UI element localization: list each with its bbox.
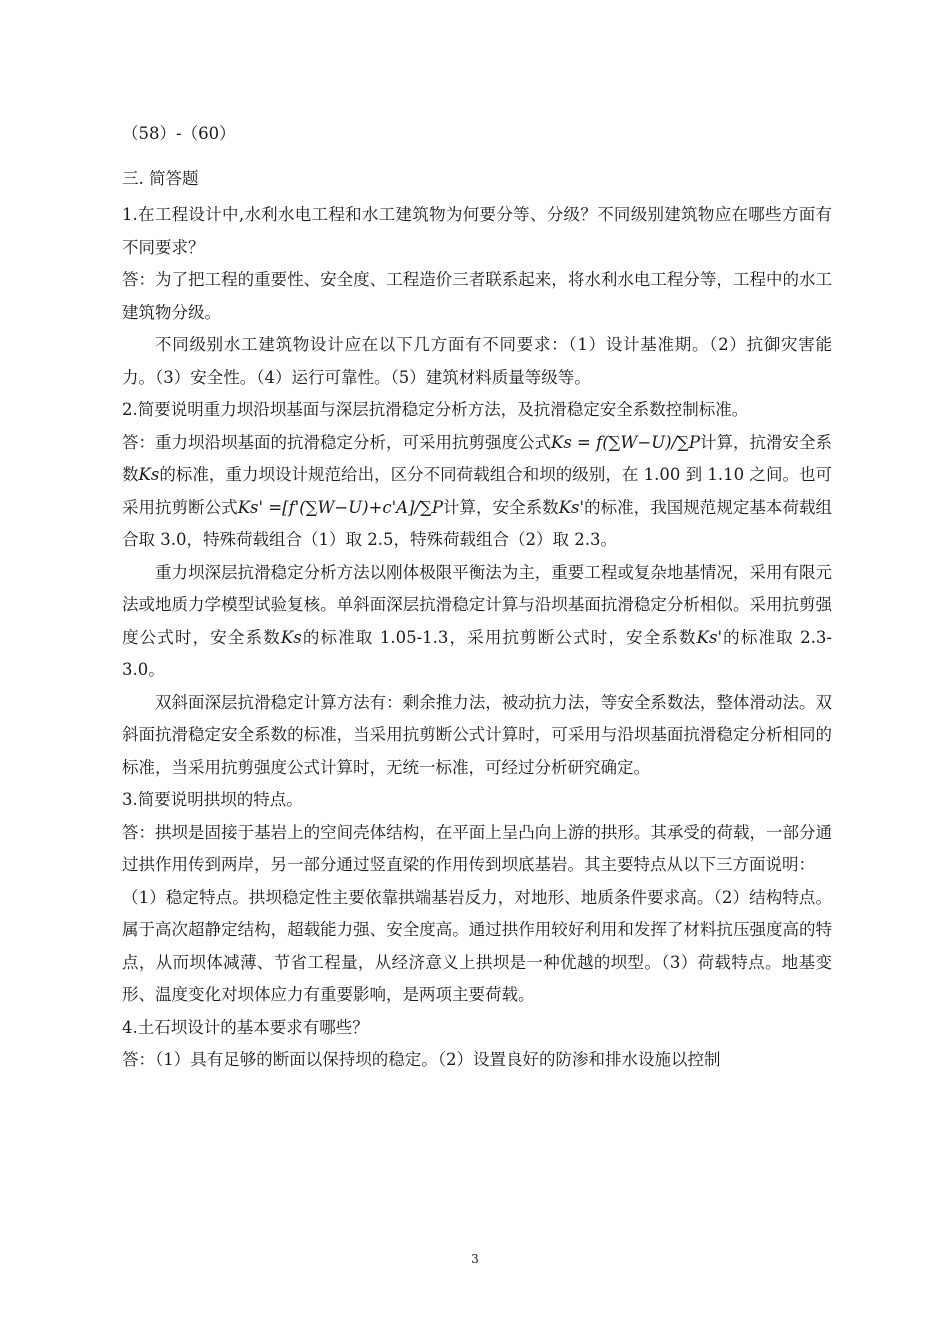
answer-text: 的标准，我国规范规定基本荷载组合取 3.0，特殊荷载组合（1）取 2.5，特殊荷载组合（2）取 2.3。 [122,497,833,549]
answer-2-paragraph-3: 双斜面深层抗滑稳定计算方法有：剩余推力法，被动抗力法，等安全系数法，整体滑动法。双斜面抗滑稳定安全系数的标准，当采用抗剪断公式计算时，可采用与沿坝基面抗滑稳定分析相同的标准，当采用抗剪强度公式计算时，无统一标准，可经过分析研究确定。 [122,692,832,777]
figure-reference: （58）-（60） [122,124,236,143]
answer-1-paragraph-1: 答：为了把工程的重要性、安全度、工程造价三者联系起来，将水利水电工程分等，工程中的水工建筑物分级。 [122,270,832,322]
answer-text: 重力坝深层抗滑稳定分析方法以刚体极限平衡法为主，重要工程或复杂地基情况，采用有限元法或地质力学模型试验复核。单斜面深层抗滑稳定计算与沿坝基面抗滑稳定分析相似。采用抗剪强度公式时，安全系数 [122,562,832,647]
answer-text: 的标准，重力坝设计规范给出，区分不同荷载组合和坝的级别，在 1.00 到 1.10 之间。也可采用抗剪断公式 [122,465,833,517]
answer-3-paragraph-2: （1）稳定特点。拱坝稳定性主要依靠拱端基岩反力，对地形、地质条件要求高。（2）结构特点。属于高次超静定结构，超载能力强、安全度高。通过拱作用较好利用和发挥了材料抗压强度高的特点，从而坝体减薄、节省工程量，从经济意义上拱坝是一种优越的坝型。（3）荷载特点。地基变形、温度变化对坝体应力有重要影响，是两项主要荷载。 [122,887,832,1004]
answer-4-paragraph-1: 答：（1）具有足够的断面以保持坝的稳定。（2）设置良好的防渗和排水设施以控制 [122,1050,721,1069]
answer-3-paragraph-1: 答：拱坝是固接于基岩上的空间壳体结构，在平面上呈凸向上游的拱形。其承受的荷载，一部分通过拱作用传到两岸，另一部分通过竖直梁的作用传到坝底基岩。其主要特点从以下三方面说明： [122,822,832,874]
formula-shear-strength: Ks = f(∑W−U)/∑P [551,432,700,452]
answer-2-paragraph-1 [122,427,832,557]
question-2: 2.简要说明重力坝沿坝基面与深层抗滑稳定分析方法，及抗滑稳定安全系数控制标准。 [122,400,749,419]
symbol-ks-prime: Ks' [558,497,585,517]
answer-text: 的标准取 1.05-1.3，采用抗剪断公式时，安全系数 [301,627,697,647]
symbol-ks-prime: Ks' [696,627,723,647]
question-4: 4.土石坝设计的基本要求有哪些？ [122,1017,369,1037]
question-1: 1.在工程设计中,水利水电工程和水工建筑物为何要分等、分级？不同级别建筑物应在哪些方面有不同要求？ [122,205,832,257]
formula-shear-fracture: Ks' =[f'(∑W−U)+c'A]/∑P [237,497,443,517]
answer-text: 计算，抗滑安全系数 [122,432,832,484]
answer-text: 答：重力坝沿坝基面的抗滑稳定分析，可采用抗剪强度公式 [122,432,551,452]
symbol-ks: Ks [138,465,160,484]
answer-text: 的标准取 2.3-3.0。 [122,627,832,679]
symbol-ks: Ks [280,627,302,647]
answer-1-paragraph-2: 不同级别水工建筑物设计应在以下几方面有不同要求：（1）设计基准期。（2）抗御灾害能力。（3）安全性。（4）运行可靠性。（5）建筑材料质量等级等。 [122,335,832,387]
answer-2-paragraph-2 [122,557,832,687]
document-body [122,118,832,1077]
section-title: 三. 简答题 [122,168,199,188]
question-3: 3.简要说明拱坝的特点。 [122,790,303,809]
answer-text: 计算，安全系数 [442,497,559,517]
page-number: 3 [471,1252,479,1266]
